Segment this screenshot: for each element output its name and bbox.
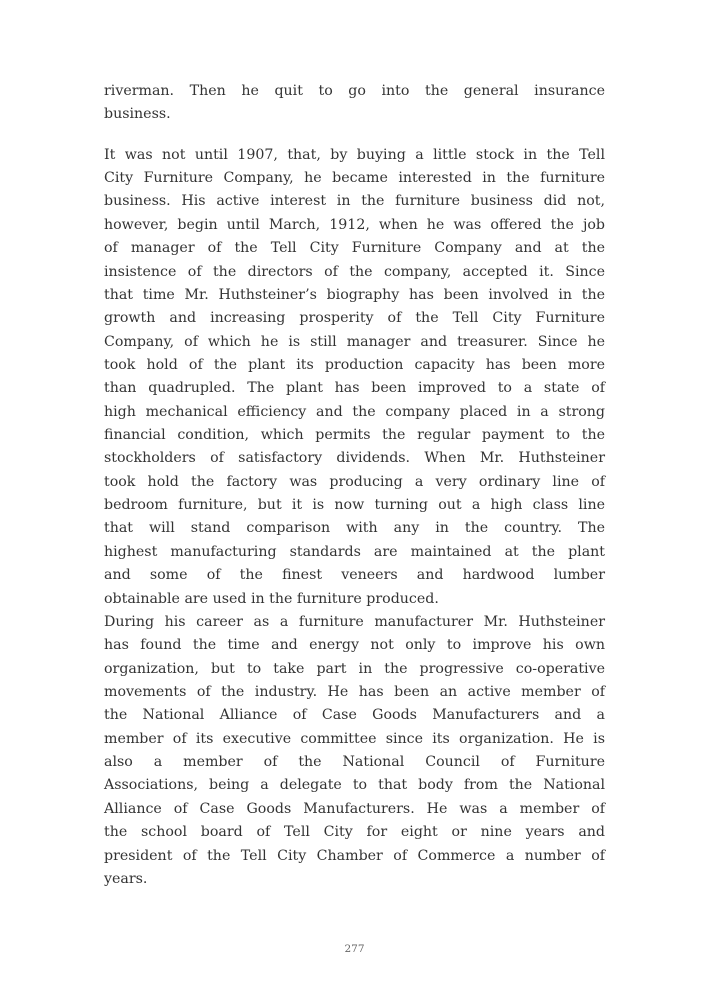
text-line: riverman. Then he quit to go into the general insurance [104, 83, 605, 99]
paragraph [104, 80, 605, 127]
text-line: obtainable are used in the furniture produced. [104, 590, 439, 607]
paragraph [104, 611, 605, 891]
text-line: Alliance of Case Goods Manufacturers. He was a member of [104, 800, 605, 817]
text-line: high mechanical efficiency and the company placed in a strong [104, 403, 605, 420]
text-line: member of its executive committee since its organization. He is [104, 730, 605, 747]
text-line: than quadrupled. The plant has been improved to a state of [104, 380, 605, 397]
text-line: president of the Tell City Chamber of Commerce a number of [104, 847, 605, 864]
text-line: bedroom furniture, but it is now turning out a high class line [104, 497, 605, 514]
text-line: the National Alliance of Case Goods Manufacturers and a [104, 707, 605, 724]
text-line: also a member of the National Council of Furniture [104, 754, 605, 771]
text-line: City Furniture Company, he became interested in the furniture [104, 170, 605, 187]
text-line: financial condition, which permits the regular payment to the [104, 427, 605, 444]
text-line: of manager of the Tell City Furniture Company and at the [104, 240, 605, 257]
text-line: Associations, being a delegate to that body from the National [104, 777, 605, 794]
text-line: business. His active interest in the furniture business did not, [104, 193, 605, 210]
text-line: has found the time and energy not only to improve his own [104, 637, 605, 654]
text-line: took hold of the plant its production capacity has been more [104, 356, 605, 373]
text-line: During his career as a furniture manufacturer Mr. Huthsteiner [104, 613, 605, 630]
paragraph [104, 144, 605, 611]
text-line: business. [104, 106, 171, 123]
text-line: that will stand comparison with any in the country. The [104, 520, 605, 537]
text-line: however, begin until March, 1912, when he was offered the job [104, 216, 605, 233]
page-number: 277 [344, 943, 365, 955]
page-body [104, 80, 605, 908]
text-line: highest manufacturing standards are maintained at the plant [104, 543, 605, 560]
text-line: that time Mr. Huthsteiner’s biography has been involved in the [104, 286, 605, 303]
text-line: stockholders of satisfactory dividends. When Mr. Huthsteiner [104, 450, 605, 467]
text-line: the school board of Tell City for eight or nine years and [104, 824, 605, 841]
text-line: organization, but to take part in the progressive co-operative [104, 660, 605, 677]
text-line: insistence of the directors of the company, accepted it. Since [104, 263, 605, 280]
text-line: years. [104, 870, 148, 887]
text-line: growth and increasing prosperity of the Tell City Furniture [104, 310, 605, 327]
text-line: It was not until 1907, that, by buying a little stock in the Tell [104, 146, 605, 163]
text-line: Company, of which he is still manager and treasurer. Since he [104, 333, 605, 350]
text-line: took hold the factory was producing a very ordinary line of [104, 473, 605, 490]
text-line: and some of the finest veneers and hardwood lumber [104, 567, 605, 584]
text-line: movements of the industry. He has been an active member of [104, 683, 605, 700]
